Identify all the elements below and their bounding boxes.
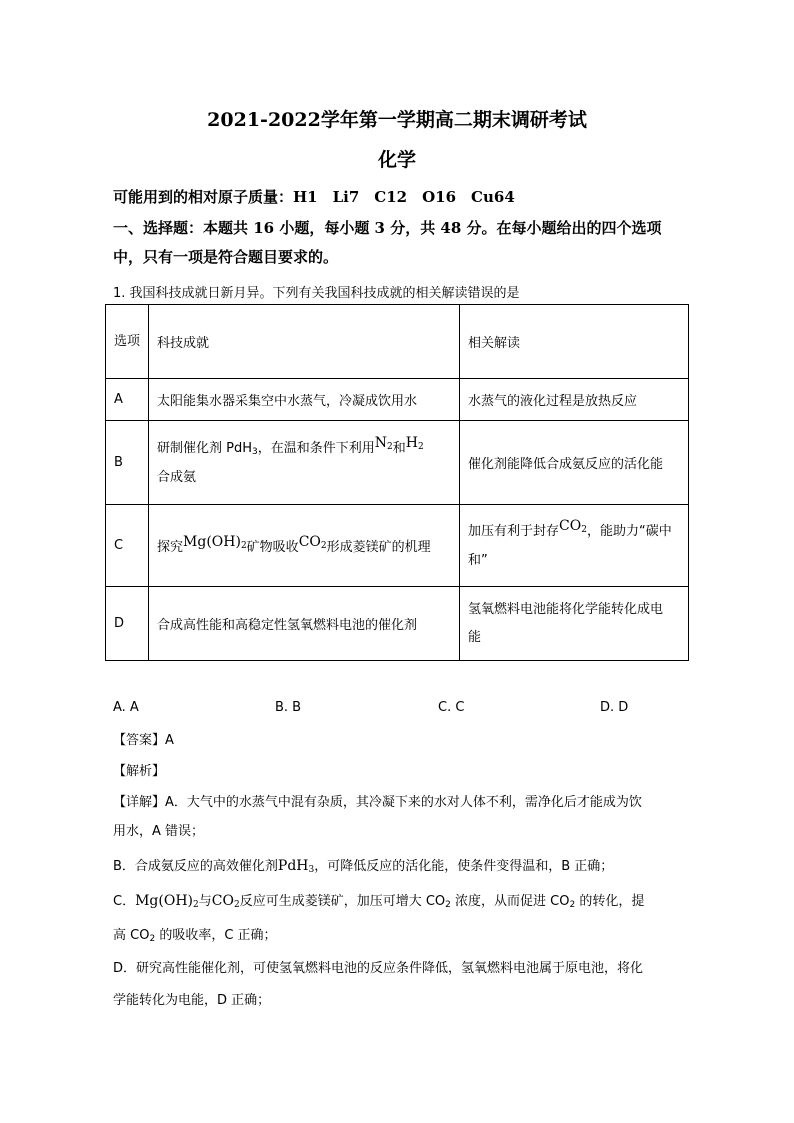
subscript: 2 <box>240 540 247 551</box>
table-row <box>106 505 689 587</box>
analysis-label: 【解析】 <box>113 764 166 779</box>
formula-mgoh2 <box>183 534 247 550</box>
text: 和 <box>392 440 406 456</box>
atomic-masses: 可能用到的相对原子质量：H1 Li7 C12 O16 Cu64 <box>113 188 515 206</box>
header-achievement: 科技成就 <box>149 305 460 379</box>
section-instructions-line1: 一、选择题：本题共 16 小题，每小题 3 分，共 48 分。在每小题给出的四个选项 <box>113 219 662 237</box>
subscript: 2 <box>233 900 240 910</box>
table-row <box>106 379 689 421</box>
row-label: B <box>106 421 149 505</box>
subscript: 2 <box>445 900 451 910</box>
detail-c-line2 <box>113 921 685 954</box>
text: 氢氧燃料电池能将化学能转化成电 <box>468 601 664 617</box>
detail-d-line1: D．研究高性能催化剂，可使氢氧燃料电池的反应条件降低，氢氧燃料电池属于原电池，将化 <box>113 961 644 976</box>
text: 的转化，提 <box>575 894 645 909</box>
row-interpretation <box>460 587 689 661</box>
answer-label: 【答案】 <box>113 733 166 748</box>
header-option: 选项 <box>106 305 149 379</box>
answer-value: A <box>165 733 174 748</box>
row-label: C <box>106 505 149 587</box>
subscript: 3 <box>308 865 315 875</box>
detail-b <box>113 852 685 885</box>
text: ，在温和条件下利用 <box>257 440 375 456</box>
subscript: 2 <box>387 441 393 452</box>
subscript: 2 <box>417 441 424 452</box>
text: C． <box>113 894 136 909</box>
text: ，能助力“碳中 <box>586 523 672 539</box>
text: 合成氨 <box>157 469 197 485</box>
row-interpretation: 催化剂能降低合成氨反应的活化能 <box>460 421 689 505</box>
subscript: 3 <box>252 446 258 457</box>
formula-pdh3 <box>278 858 314 874</box>
detail-a-line1 <box>113 788 685 817</box>
formula-text: CO <box>298 533 321 550</box>
detail-a-line2: 用水，A 错误； <box>113 824 205 839</box>
row-interpretation <box>460 505 689 587</box>
question-1-table <box>105 304 689 661</box>
row-achievement <box>149 505 460 587</box>
detail-label: 【详解】 <box>113 795 166 810</box>
exam-title: 2021-2022学年第一学期高二期末调研考试 <box>207 109 587 131</box>
option-b: B. B <box>275 700 302 715</box>
text: 浓度，从而促进 CO <box>450 894 570 909</box>
formula-text: H <box>405 434 418 451</box>
subscript: 2 <box>193 900 199 910</box>
formula-h2 <box>406 435 424 451</box>
formula-text: CO <box>211 893 234 909</box>
question-1-stem: 1. 我国科技成就日新月异。下列有关我国科技成就的相关解读错误的是 <box>113 286 520 301</box>
exam-subject: 化学 <box>377 149 416 171</box>
table-row <box>106 587 689 661</box>
text: ，可降低反应的活化能，使条件变得温和，B 正确； <box>314 859 614 874</box>
text: A．大气中的水蒸气中混有杂质，其冷凝下来的水对人体不利，需净化后才能成为饮 <box>165 795 642 810</box>
formula-text: N <box>374 434 387 451</box>
formula-n2 <box>375 435 393 451</box>
formula-text: PdH <box>277 858 309 874</box>
text: 与 <box>198 894 212 909</box>
text: B．合成氨反应的高效催化剂 <box>113 859 278 874</box>
table-header-row <box>106 305 689 379</box>
subscript: 2 <box>320 540 327 551</box>
row-achievement: 太阳能集水器采集空中水蒸气，冷凝成饮用水 <box>149 379 460 421</box>
row-interpretation: 水蒸气的液化过程是放热反应 <box>460 379 689 421</box>
subscript: 2 <box>581 524 587 535</box>
detail-d-line2: 学能转化为电能，D 正确； <box>113 993 271 1008</box>
text: 高 CO <box>113 928 150 943</box>
row-label: A <box>106 379 149 421</box>
subscript: 2 <box>569 900 576 910</box>
formula-text: Mg(OH) <box>135 893 193 909</box>
text: 的吸收率，C 正确； <box>155 928 277 943</box>
formula-text: Mg(OH) <box>183 533 241 550</box>
text: 反应可生成菱镁矿，加压可增大 CO <box>239 894 446 909</box>
row-achievement: 合成高性能和高稳定性氢氧燃料电池的催化剂 <box>149 587 460 661</box>
text: 研制催化剂 PdH <box>157 440 252 456</box>
header-interpretation: 相关解读 <box>460 305 689 379</box>
row-achievement <box>149 421 460 505</box>
answer-line <box>113 726 685 755</box>
text: 能 <box>468 629 482 645</box>
option-c: C. C <box>438 700 465 715</box>
text: 矿物吸收 <box>246 539 299 555</box>
row-label: D <box>106 587 149 661</box>
formula-text: CO <box>559 517 582 534</box>
table-row <box>106 421 689 505</box>
text: 和” <box>468 552 488 568</box>
formula-co2 <box>559 518 587 534</box>
subscript: 2 <box>149 934 156 944</box>
text: 探究 <box>157 539 184 555</box>
formula-mgoh2 <box>135 893 199 909</box>
formula-co2 <box>212 893 240 909</box>
formula-co2 <box>299 534 327 550</box>
option-d: D. D <box>600 700 629 715</box>
detail-c-line1 <box>113 887 685 920</box>
text: 加压有利于封存 <box>468 523 560 539</box>
text: 形成菱镁矿的机理 <box>326 539 431 555</box>
section-instructions-line2: 中，只有一项是符合题目要求的。 <box>113 248 339 266</box>
option-a: A. A <box>113 700 139 715</box>
